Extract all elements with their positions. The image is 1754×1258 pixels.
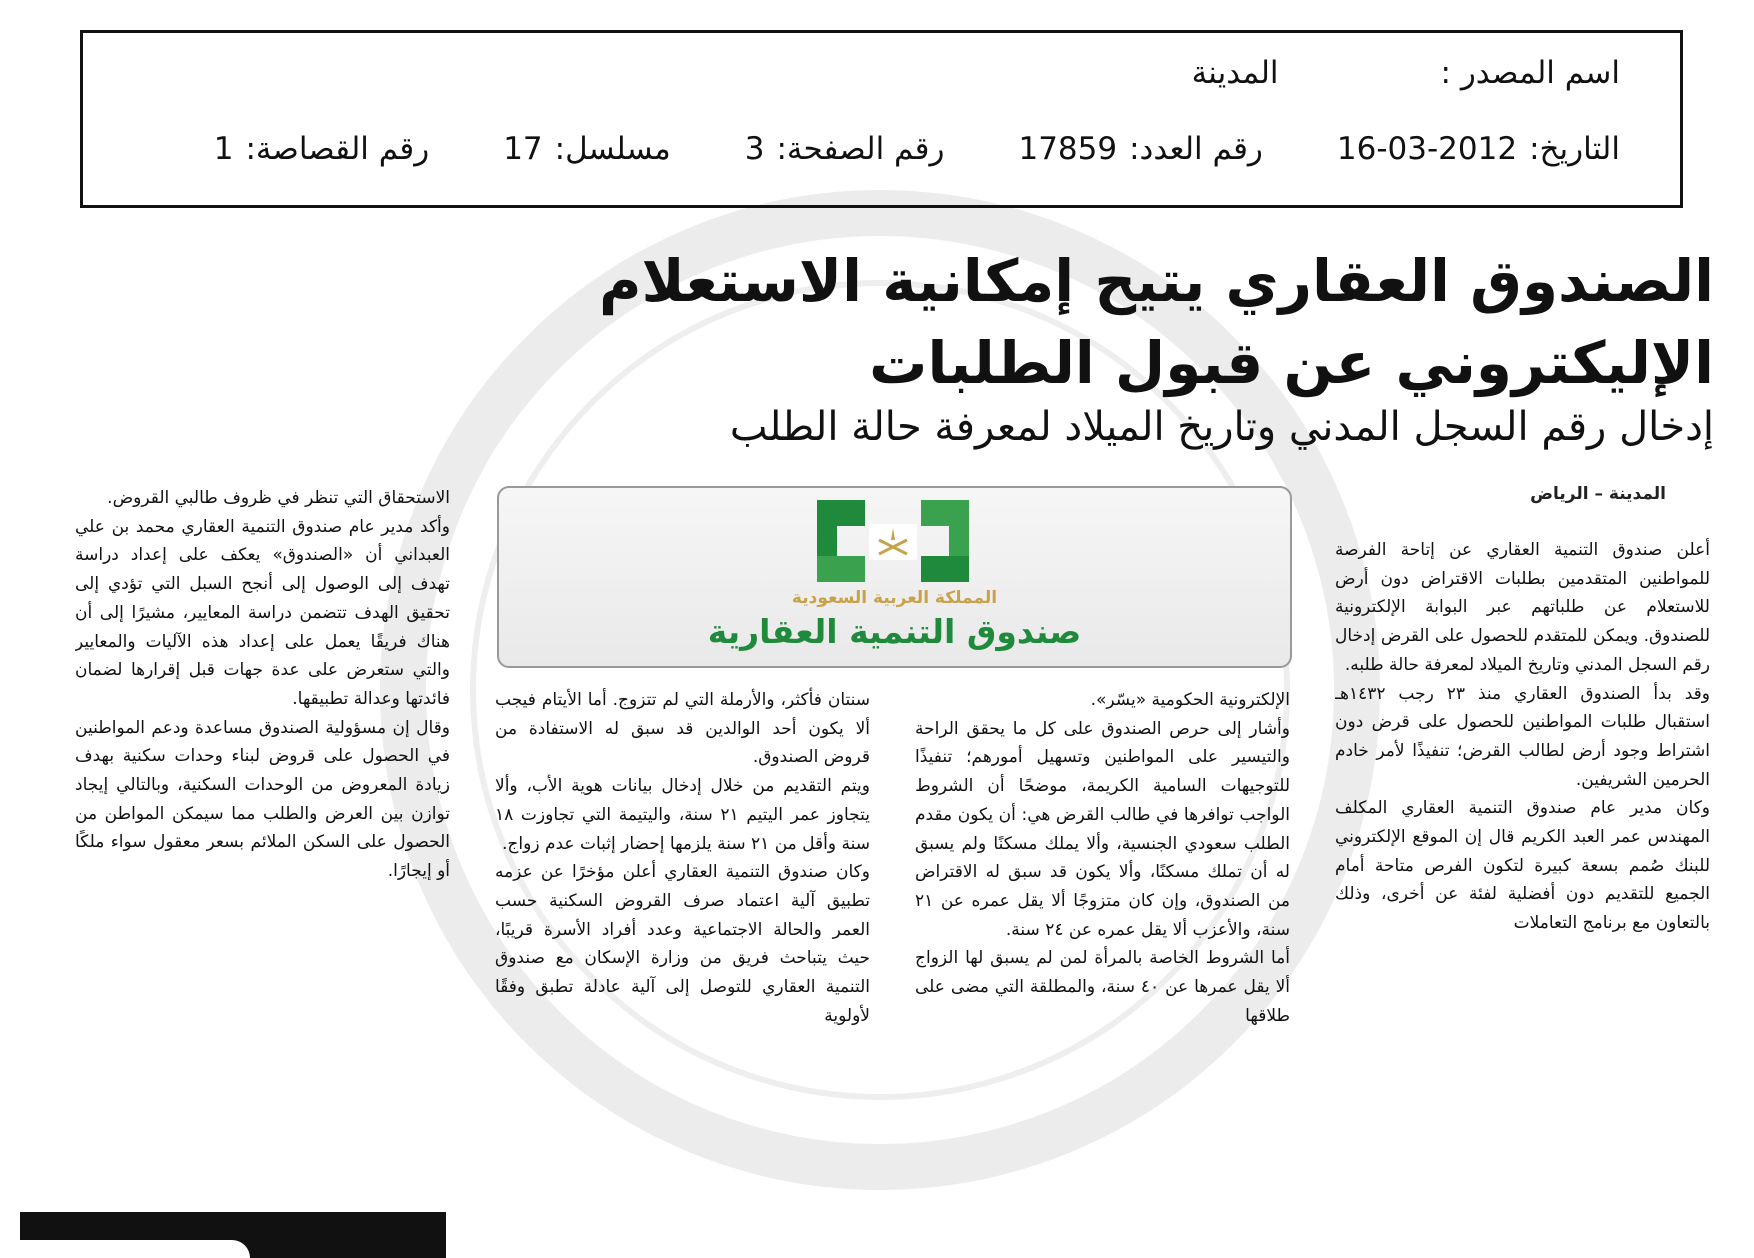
logo-fund-name-text: صندوق التنمية العقارية <box>707 612 1082 651</box>
article-column-3 <box>495 686 870 1226</box>
source-label: اسم المصدر : <box>1440 55 1620 91</box>
date-item <box>1337 131 1620 167</box>
date-value: 16-03-2012 <box>1336 131 1518 167</box>
metadata-row-source <box>143 55 1620 91</box>
page-value: 3 <box>744 131 765 167</box>
headline-line-1: الصندوق العقاري يتيح إمكانية الاستعلام <box>598 247 1714 315</box>
clip-item <box>214 131 429 167</box>
column-3-paragraph: سنتان فأكثر، والأرملة التي لم تتزوج. أما الأيتام فيجب ألا يكون أحد الوالدين قد سبق له الاستفادة من قروض الصندوق. <box>495 690 870 768</box>
article-column-2 <box>915 686 1290 1226</box>
clipping-metadata-box <box>80 30 1683 208</box>
article-column-1 <box>1335 536 1710 1226</box>
issue-value: 17859 <box>1018 131 1118 167</box>
column-2-paragraph: وأشار إلى حرص الصندوق على كل ما يحقق الراحة والتيسير على المواطنين وتسهيل أمورهم؛ تنفيذًا للتوجيهات السامية الكريمة، موضحًا أن الشروط الواجب توافرها في طالب القرض هي: أن يكون مقدم الطلب سعودي الجنسية، وألا يملك مسكنًا ولم يسبق له أن تملك مسكنًا، وألا يكون قد سبق له الاقتراض من الصندوق، وإن كان متزوجًا ألا يقل عمره عن ٢١ سنة، والأعزب ألا يقل عمره عن ٢٤ سنة. <box>915 718 1290 940</box>
article-column-4 <box>75 484 450 1184</box>
logo-country-text: المملكة العربية السعودية <box>791 588 998 608</box>
page-label: رقم الصفحة: <box>776 131 945 167</box>
page-corner-notch <box>20 1240 250 1258</box>
column-4-paragraph: الاستحقاق التي تنظر في ظروف طالبي القروض. <box>107 488 450 508</box>
column-3-paragraph: وكان صندوق التنمية العقاري أعلن مؤخرًا عن عزمه تطبيق آلية اعتماد صرف القروض السكنية حسب العمر والحالة الاجتماعية وعدد أفراد الأسرة قريبًا، حيث يتباحث فريق من وزارة الإسكان مع صندوق التنمية العقاري للتوصل إلى آلية عادلة تطبق وفقًا لأولوية <box>495 862 870 1026</box>
serial-item <box>503 131 671 167</box>
column-2-paragraph: أما الشروط الخاصة بالمرأة لمن لم يسبق لها الزواج ألا يقل عمرها عن ٤٠ سنة، والمطلقة التي مضى على طلاقها <box>915 948 1290 1026</box>
fund-logo-image <box>497 486 1292 668</box>
page-corner-bar <box>20 1212 446 1242</box>
headline-line-2: الإليكتروني عن قبول الطلبات <box>869 329 1714 397</box>
page-item <box>745 131 945 167</box>
metadata-row-details <box>143 131 1620 167</box>
source-label-item <box>1429 55 1620 91</box>
date-label: التاريخ: <box>1529 131 1620 167</box>
column-1-paragraph: وقد بدأ الصندوق العقاري منذ ٢٣ رجب ١٤٣٢هـ استقبال طلبات المواطنين للحصول على قرض دون اشتراط وجود أرض لطالب القرض؛ تنفيذًا لأمر خادم الحرمين الشريفين. <box>1335 683 1710 790</box>
column-3-paragraph: ويتم التقديم من خلال إدخال بيانات هوية الأب، وألا يتجاوز عمر اليتيم ٢١ سنة، واليتيمة التي تجاوزت ١٨ سنة وأقل من ٢١ سنة يلزمها إحضار إثبات عدم زواج. <box>495 776 870 854</box>
article-byline: المدينة – الرياض <box>1530 484 1666 504</box>
issue-item <box>1018 131 1262 167</box>
issue-label: رقم العدد: <box>1129 131 1263 167</box>
fund-emblem-icon <box>813 496 973 586</box>
source-value-item <box>1192 55 1279 91</box>
column-1-paragraph: وكان مدير عام صندوق التنمية العقاري المكلف المهندس عمر العبد الكريم قال إن الموقع الإلكتروني للبنك صُمم بسعة كبيرة لتكون الفرص متاحة أمام الجميع للتقديم دون أفضلية لفئة عن أخرى، وذلك بالتعاون مع برنامج التعاملات <box>1335 798 1710 934</box>
column-4-paragraph: وقال إن مسؤولية الصندوق مساعدة ودعم المواطنين في الحصول على قروض لبناء وحدات سكنية بهدف زيادة المعروض من الوحدات السكنية، وبالتالي إيجاد توازن بين العرض والطلب مما سيمكن المواطن من الحصول على السكن الملائم بسعر معقول سواء ملكًا أو إيجارًا. <box>75 717 450 882</box>
column-4-paragraph: وأكد مدير عام صندوق التنمية العقاري محمد بن علي العبداني أن «الصندوق» يعكف على إعداد دراسة تهدف إلى الوصول إلى أنجح السبل التي تؤدي إلى تحقيق الهدف تتضمن دراسة المعايير، مشيرًا إلى أن هناك فريقًا يعمل على إعداد هذه الآليات والمعايير والتي ستعرض على عدة جهات قبل إقرارها لضمان فائدتها وعدالة تطبيقها. <box>75 516 450 709</box>
clip-value: 1 <box>213 131 234 167</box>
serial-label: مسلسل: <box>554 131 671 167</box>
column-1-paragraph: أعلن صندوق التنمية العقاري عن إتاحة الفرصة للمواطنين المتقدمين بطلبات الاقتراض دون أرض للاستعلام عن طلباتهم عبر البوابة الإلكترونية للصندوق. ويمكن للمتقدم للحصول على القرض إدخال رقم السجل المدني وتاريخ الميلاد لمعرفة حالة طلبه. <box>1335 540 1710 675</box>
article-headline <box>234 240 1714 404</box>
column-2-paragraph: الإلكترونية الحكومية «يسّر». <box>1090 690 1290 710</box>
serial-value: 17 <box>503 131 543 167</box>
source-value: المدينة <box>1191 55 1279 91</box>
clip-label: رقم القصاصة: <box>245 131 430 167</box>
article-subheadline: إدخال رقم السجل المدني وتاريخ الميلاد لمعرفة حالة الطلب <box>729 404 1714 450</box>
